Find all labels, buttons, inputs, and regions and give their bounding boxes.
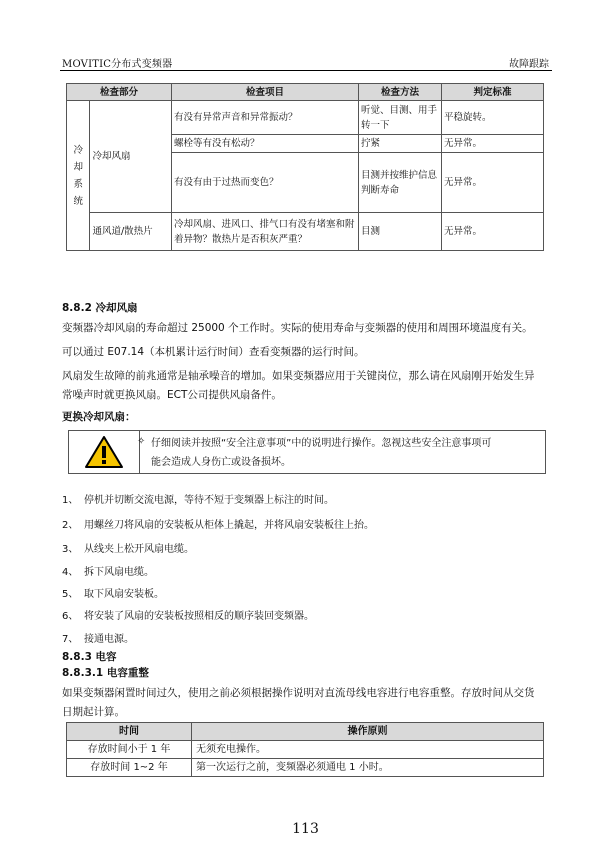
time-cell: 存放时间 1~2 年	[67, 759, 192, 777]
list-item	[62, 540, 194, 555]
warning-icon-cell	[69, 431, 140, 473]
col-header-time: 时间	[67, 723, 192, 741]
inspection-table-header	[67, 84, 544, 101]
list-item	[62, 491, 334, 506]
list-item	[62, 585, 164, 600]
list-item	[62, 607, 314, 622]
time-cell: 存放时间小于 1 年	[67, 741, 192, 759]
warning-line: 仔细阅读并按照“安全注意事项”中的说明进行操作。忽视这些安全注意事项可	[151, 438, 492, 449]
step-number: 3、	[62, 544, 79, 555]
table-row	[67, 741, 544, 759]
item-cell: 有没有由于过热而变色？	[172, 153, 359, 213]
warning-triangle-icon	[84, 435, 124, 469]
step-text: 停机并切断交流电源，等待不短于变频器上标注的时间。	[84, 495, 334, 506]
step-text: 接通电源。	[84, 634, 134, 645]
step-text: 取下风扇安装板。	[84, 589, 164, 600]
inspection-table	[66, 83, 544, 251]
step-text: 拆下风扇电缆。	[84, 567, 154, 578]
step-text: 将安装了风扇的安装板按照相反的顺序装回变频器。	[84, 611, 314, 622]
step-number: 6、	[62, 611, 79, 622]
section-title-883: 8.8.3 电容	[62, 651, 117, 663]
paragraph: 常噪声时就更换风扇。ECT公司提供风扇备件。	[62, 389, 282, 401]
standard-cell: 无异常。	[442, 153, 544, 213]
item-cell: 冷却风扇、进风口、排气口有没有堵塞和附着异物？散热片是否积灰严重？	[172, 213, 359, 251]
warning-box	[68, 430, 546, 474]
standard-cell: 无异常。	[442, 135, 544, 153]
step-text: 用螺丝刀将风扇的安装板从柜体上撬起，并将风扇安装板往上抬。	[84, 520, 374, 531]
rule-cell: 第一次运行之前，变频器必须通电 1 小时。	[192, 759, 544, 777]
item-cell: 有没有异常声音和异常振动？	[172, 101, 359, 135]
list-item	[62, 630, 134, 645]
step-number: 5、	[62, 589, 79, 600]
page-number: 113	[292, 821, 319, 837]
header-section: 故障跟踪	[509, 59, 549, 70]
method-cell: 听觉、目测、用手转一下	[359, 101, 442, 135]
header-divider	[60, 70, 552, 71]
col-header-item: 检查项目	[172, 84, 359, 101]
rule-cell: 无须充电操作。	[192, 741, 544, 759]
warning-line: 能会造成人身伤亡或设备损坏。	[151, 457, 291, 468]
table-row	[67, 759, 544, 777]
fan-part-cell: 冷却风扇	[90, 101, 172, 213]
method-cell: 拧紧	[359, 135, 442, 153]
step-text: 从线夹上松开风扇电缆。	[84, 544, 194, 555]
paragraph: 风扇发生故障的前兆通常是轴承噪音的增加。如果变频器应用于关键岗位，那么请在风扇刚开始发生异	[62, 370, 535, 382]
table-row	[67, 213, 544, 251]
paragraph: 可以通过 E07.14（本机累计运行时间）查看变频器的运行时间。	[62, 346, 365, 358]
system-cell	[67, 101, 90, 251]
header-title: MOVITIC分布式变频器	[62, 59, 173, 70]
diamond-bullet-icon: ✧	[137, 436, 146, 447]
standard-cell: 无异常。	[442, 213, 544, 251]
capacitor-table-header	[67, 723, 544, 741]
list-item	[62, 516, 374, 531]
method-cell: 目测并按维护信息判断寿命	[359, 153, 442, 213]
col-header-standard: 判定标准	[442, 84, 544, 101]
table-row	[67, 101, 544, 135]
paragraph: 如果变频器闲置时间过久，使用之前必须根据操作说明对直流母线电容进行电容重整。存放时间从交货	[62, 687, 535, 699]
col-header-part: 检查部分	[67, 84, 172, 101]
list-item	[62, 563, 154, 578]
section-title-882: 8.8.2 冷却风扇	[62, 302, 138, 314]
method-cell: 目测	[359, 213, 442, 251]
standard-cell: 平稳旋转。	[442, 101, 544, 135]
duct-part-cell: 通风道/散热片	[90, 213, 172, 251]
section-subtitle-8831: 8.8.3.1 电容重整	[62, 667, 149, 679]
system-label: 冷却系统	[73, 144, 83, 207]
item-cell: 螺栓等有没有松动？	[172, 135, 359, 153]
col-header-rule: 操作原则	[192, 723, 544, 741]
capacitor-table	[66, 722, 544, 777]
col-header-method: 检查方法	[359, 84, 442, 101]
paragraph: 日期起计算。	[62, 706, 125, 718]
step-number: 4、	[62, 567, 79, 578]
step-number: 2、	[62, 520, 79, 531]
step-number: 7、	[62, 634, 79, 645]
replace-fan-title: 更换冷却风扇：	[62, 411, 136, 423]
warning-text	[151, 434, 541, 472]
step-number: 1、	[62, 495, 79, 506]
paragraph: 变频器冷却风扇的寿命超过 25000 个工作时。实际的使用寿命与变频器的使用和周围环境温度有关。	[62, 322, 533, 334]
